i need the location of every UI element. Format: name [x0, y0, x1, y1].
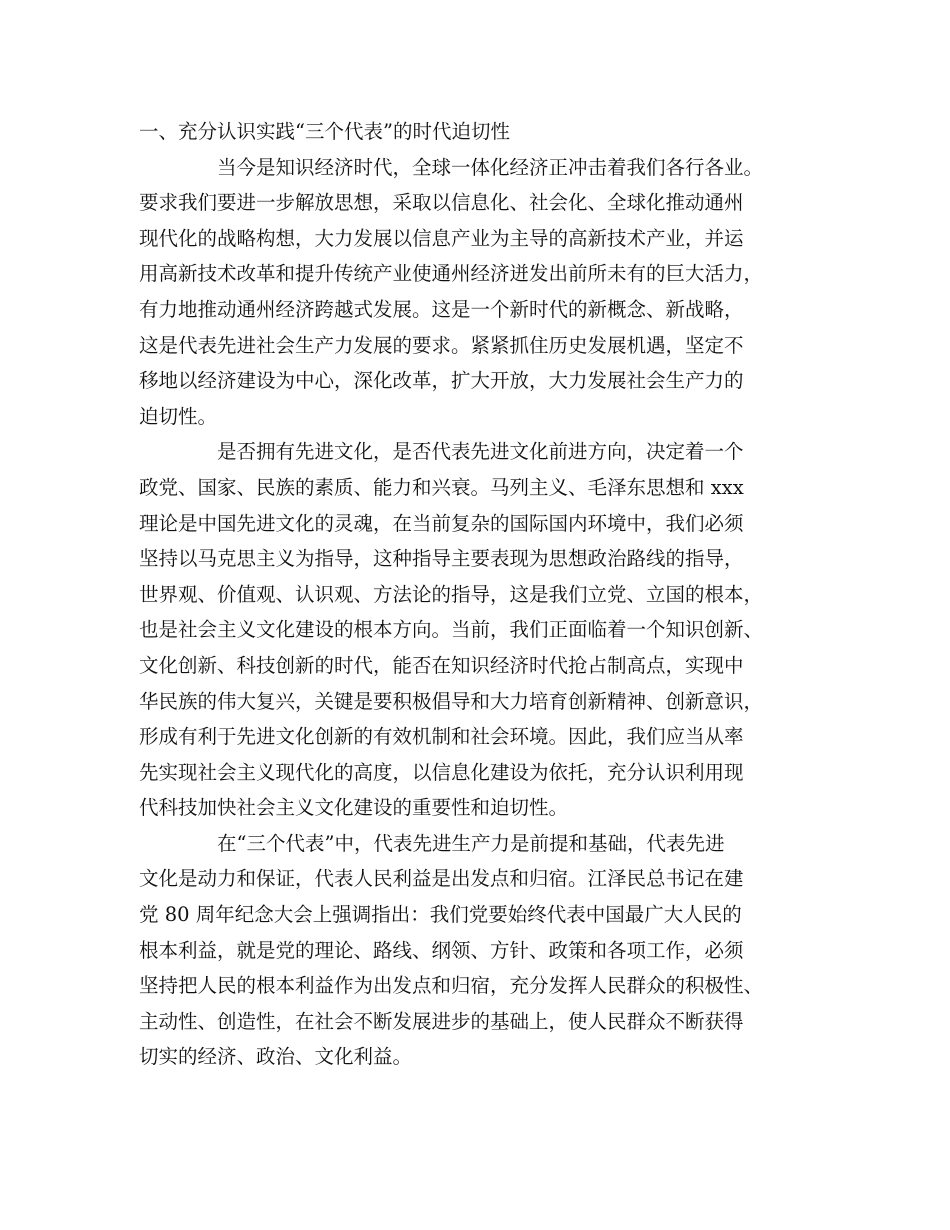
paragraph-line: 文化是动力和保证，代表人民利益是出发点和归宿。江泽民总书记在建 — [139, 867, 744, 891]
document-body — [139, 114, 819, 1075]
paragraph-line: 要求我们要进一步解放思想，采取以信息化、社会化、全球化推动通州 — [139, 191, 744, 215]
paragraph-line: 政党、国家、民族的素质、能力和兴衰。马列主义、毛泽东思想和 xxx — [139, 475, 744, 499]
paragraph-line: 现代化的战略构想，大力发展以信息产业为主导的高新技术产业，并运 — [139, 226, 744, 250]
paragraph-line: 理论是中国先进文化的灵魂，在当前复杂的国际国内环境中，我们必须 — [139, 511, 744, 535]
paragraph-line: 华民族的伟大复兴，关键是要积极倡导和大力培育创新精神、创新意识， — [139, 689, 764, 713]
paragraph-line: 党 80 周年纪念大会上强调指出：我们党要始终代表中国最广大人民的 — [139, 903, 742, 927]
paragraph-line: 也是社会主义文化建设的根本方向。当前，我们正面临着一个知识创新、 — [139, 618, 764, 642]
paragraph-1 — [139, 150, 819, 435]
paragraph-line: 坚持把人民的根本利益作为出发点和归宿，充分发挥人民群众的积极性、 — [139, 974, 764, 998]
paragraph-line: 根本利益，就是党的理论、路线、纲领、方针、政策和各项工作，必须 — [139, 938, 744, 962]
paragraph-line: 当今是知识经济时代，全球一体化经济正冲击着我们各行各业。 — [217, 155, 764, 179]
paragraph-line: 有力地推动通州经济跨越式发展。这是一个新时代的新概念、新战略， — [139, 297, 744, 321]
paragraph-line: 在“三个代表”中，代表先进生产力是前提和基础，代表先进 — [217, 831, 725, 855]
section-heading: 一、充分认识实践“三个代表”的时代迫切性 — [139, 120, 510, 143]
paragraph-line: 是否拥有先进文化，是否代表先进文化前进方向，决定着一个 — [217, 440, 744, 464]
paragraph-line: 文化创新、科技创新的时代，能否在知识经济时代抢占制高点，实现中 — [139, 653, 744, 677]
paragraph-line: 切实的经济、政治、文化利益。 — [139, 1045, 413, 1069]
paragraph-line: 形成有利于先进文化创新的有效机制和社会环境。因此，我们应当从率 — [139, 725, 744, 749]
paragraph-line: 先实现社会主义现代化的高度，以信息化建设为依托，充分认识利用现 — [139, 760, 744, 784]
paragraph-line: 代科技加快社会主义文化建设的重要性和迫切性。 — [139, 796, 569, 820]
paragraph-line: 坚持以马克思主义为指导，这种指导主要表现为思想政治路线的指导， — [139, 547, 744, 571]
paragraph-2 — [139, 434, 819, 826]
paragraph-3 — [139, 826, 819, 1075]
paragraph-line: 迫切性。 — [139, 404, 218, 428]
paragraph-line: 主动性、创造性，在社会不断发展进步的基础上，使人民群众不断获得 — [139, 1009, 744, 1033]
paragraph-line: 这是代表先进社会生产力发展的要求。紧紧抓住历史发展机遇，坚定不 — [139, 333, 744, 357]
paragraph-line: 用高新技术改革和提升传统产业使通州经济迸发出前所未有的巨大活力， — [139, 262, 764, 286]
paragraph-line: 世界观、价值观、认识观、方法论的指导，这是我们立党、立国的根本， — [139, 582, 764, 606]
paragraph-line: 移地以经济建设为中心，深化改革，扩大开放，大力发展社会生产力的 — [139, 369, 744, 393]
